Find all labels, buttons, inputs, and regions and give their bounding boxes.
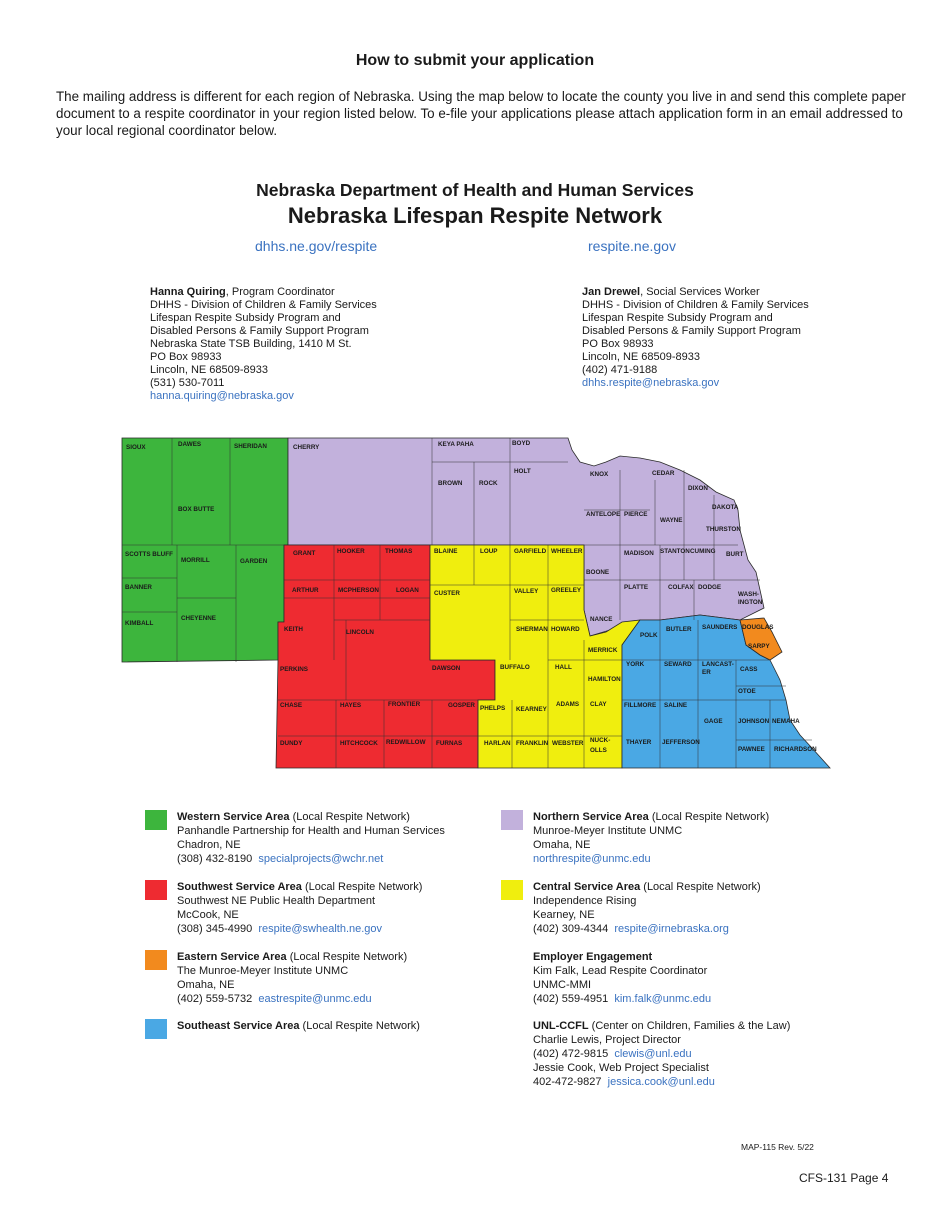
- svg-text:MADISON: MADISON: [624, 550, 654, 557]
- svg-text:WAYNE: WAYNE: [660, 517, 683, 524]
- svg-text:JOHNSON: JOHNSON: [738, 718, 770, 725]
- svg-text:CUMING: CUMING: [690, 548, 716, 555]
- legend-suffix: (Local Respite Network): [289, 811, 410, 823]
- svg-text:BOYD: BOYD: [512, 440, 531, 447]
- southeast-color-swatch: [145, 1019, 167, 1039]
- legend-email-link[interactable]: eastrespite@unmc.edu: [258, 993, 372, 1005]
- western-color-swatch: [145, 810, 167, 830]
- legend-email-link[interactable]: kim.falk@unmc.edu: [614, 993, 712, 1005]
- legend-line: Kim Falk, Lead Respite Coordinator: [533, 965, 708, 977]
- svg-text:MORRILL: MORRILL: [181, 557, 210, 564]
- legend-eastern: [177, 950, 407, 1006]
- svg-text:CUSTER: CUSTER: [434, 590, 460, 597]
- svg-text:GOSPER: GOSPER: [448, 702, 475, 709]
- svg-text:HOWARD: HOWARD: [551, 626, 580, 633]
- contact-line: Disabled Persons & Family Support Program: [150, 325, 369, 337]
- network-title: Nebraska Lifespan Respite Network: [287, 203, 663, 228]
- svg-text:REDWILLOW: REDWILLOW: [386, 739, 426, 746]
- contact-line: PO Box 98933: [150, 351, 222, 363]
- svg-text:CEDAR: CEDAR: [652, 470, 675, 477]
- legend-phone: 402-472-9827: [533, 1076, 602, 1088]
- svg-text:PHELPS: PHELPS: [480, 705, 506, 712]
- legend-western: [177, 810, 445, 866]
- contact-role: , Social Services Worker: [640, 286, 760, 298]
- intro-paragraph: The mailing address is different for each region of Nebraska. Using the map below to locate the county you live in and send this complete paper document to a respite coordinator in your region listed below. To e-file your applications please attach application form in an email addressed to your local regional coordinator below.: [56, 89, 906, 138]
- svg-text:KEARNEY: KEARNEY: [516, 706, 547, 713]
- legend-title: Central Service Area: [533, 881, 641, 893]
- svg-text:NANCE: NANCE: [590, 616, 613, 623]
- svg-text:BUTLER: BUTLER: [666, 626, 692, 633]
- legend-line: Southwest NE Public Health Department: [177, 895, 376, 907]
- legend-central: [533, 880, 761, 936]
- legend-line: Munroe-Meyer Institute UNMC: [533, 825, 683, 837]
- legend-email-link[interactable]: clewis@unl.edu: [614, 1048, 692, 1060]
- legend-suffix: (Local Respite Network): [301, 881, 423, 893]
- svg-text:LINCOLN: LINCOLN: [346, 629, 374, 636]
- contact-email-link[interactable]: hanna.quiring@nebraska.gov: [150, 390, 294, 402]
- legend-email-link[interactable]: jessica.cook@unl.edu: [607, 1076, 715, 1088]
- svg-text:GAGE: GAGE: [704, 718, 723, 725]
- svg-text:FILLMORE: FILLMORE: [624, 702, 657, 709]
- legend-email-link[interactable]: respite@irnebraska.org: [614, 923, 729, 935]
- svg-text:DOUGLAS: DOUGLAS: [742, 624, 774, 631]
- legend-title: Southeast Service Area: [177, 1020, 300, 1032]
- contact-jan-drewel: [582, 286, 809, 390]
- svg-text:THURSTON: THURSTON: [706, 526, 741, 533]
- legend-line: McCook, NE: [177, 909, 239, 921]
- svg-text:FURNAS: FURNAS: [436, 740, 463, 747]
- svg-text:DODGE: DODGE: [698, 584, 722, 591]
- legend-email-link[interactable]: respite@swhealth.ne.gov: [258, 923, 383, 935]
- svg-text:VALLEY: VALLEY: [514, 588, 539, 595]
- northern-color-swatch: [501, 810, 523, 830]
- svg-text:COLFAX: COLFAX: [668, 584, 694, 591]
- legend-phone: (402) 309-4344: [533, 923, 609, 935]
- contact-line: Disabled Persons & Family Support Program: [582, 325, 801, 337]
- contact-name: Hanna Quiring: [150, 286, 226, 298]
- legend-suffix: (Local Respite Network): [648, 811, 770, 823]
- legend-suffix: (Local Respite Network): [640, 881, 761, 893]
- svg-text:YORK: YORK: [626, 661, 645, 668]
- svg-text:PLATTE: PLATTE: [624, 584, 649, 591]
- svg-text:ER: ER: [702, 669, 711, 676]
- contact-hanna-quiring: [150, 286, 377, 403]
- svg-text:HOOKER: HOOKER: [337, 548, 365, 555]
- svg-text:GARDEN: GARDEN: [240, 558, 268, 565]
- legend-line: Omaha, NE: [533, 839, 591, 851]
- svg-text:ADAMS: ADAMS: [556, 701, 580, 708]
- svg-text:KEITH: KEITH: [284, 626, 303, 633]
- svg-text:LANCAST-: LANCAST-: [702, 661, 734, 668]
- department-title: Nebraska Department of Health and Human Services: [256, 180, 694, 200]
- svg-text:SHERIDAN: SHERIDAN: [234, 443, 267, 450]
- legend-title: Western Service Area: [177, 811, 290, 823]
- contact-phone: (402) 471-9188: [582, 364, 658, 376]
- svg-text:INGTON: INGTON: [738, 599, 763, 606]
- svg-text:NEMAHA: NEMAHA: [772, 718, 800, 725]
- eastern-color-swatch: [145, 950, 167, 970]
- svg-text:BOONE: BOONE: [586, 569, 610, 576]
- svg-text:OLLS: OLLS: [590, 747, 607, 754]
- svg-text:PERKINS: PERKINS: [280, 666, 308, 673]
- svg-text:DUNDY: DUNDY: [280, 740, 303, 747]
- svg-text:BROWN: BROWN: [438, 480, 463, 487]
- svg-text:NUCK-: NUCK-: [590, 737, 611, 744]
- contact-line: Lincoln, NE 68509-8933: [150, 364, 269, 376]
- contact-line: DHHS - Division of Children & Family Services: [150, 299, 377, 311]
- legend-line: Panhandle Partnership for Health and Human Services: [177, 825, 445, 837]
- legend-suffix: (Local Respite Network): [286, 951, 408, 963]
- svg-text:JEFFERSON: JEFFERSON: [662, 739, 700, 746]
- dhhs-website-link[interactable]: dhhs.ne.gov/respite: [255, 238, 378, 254]
- svg-text:FRANKLIN: FRANKLIN: [516, 740, 549, 747]
- svg-text:RICHARDSON: RICHARDSON: [774, 746, 817, 753]
- svg-text:BANNER: BANNER: [125, 584, 152, 591]
- svg-text:HITCHCOCK: HITCHCOCK: [340, 740, 378, 747]
- legend-line: Jessie Cook, Web Project Specialist: [533, 1062, 709, 1074]
- svg-text:PIERCE: PIERCE: [624, 511, 648, 518]
- svg-text:MCPHERSON: MCPHERSON: [338, 587, 379, 594]
- western-region: [122, 438, 288, 662]
- svg-text:CASS: CASS: [740, 666, 758, 673]
- contact-email-link[interactable]: dhhs.respite@nebraska.gov: [582, 377, 720, 389]
- svg-text:SEWARD: SEWARD: [664, 661, 692, 668]
- legend-line: The Munroe-Meyer Institute UNMC: [177, 965, 349, 977]
- svg-text:FRONTIER: FRONTIER: [388, 701, 421, 708]
- legend-suffix: (Center on Children, Families & the Law): [588, 1020, 791, 1032]
- legend-email-link[interactable]: specialprojects@wchr.net: [258, 853, 384, 865]
- svg-text:DAWSON: DAWSON: [432, 665, 461, 672]
- svg-text:HAYES: HAYES: [340, 702, 362, 709]
- svg-text:BUFFALO: BUFFALO: [500, 664, 530, 671]
- legend-southwest: [177, 880, 422, 936]
- svg-text:SIOUX: SIOUX: [126, 444, 146, 451]
- svg-text:HOLT: HOLT: [514, 468, 531, 475]
- legend-northern: [533, 810, 769, 866]
- svg-text:HAMILTON: HAMILTON: [588, 676, 621, 683]
- legend-southeast: [177, 1019, 420, 1033]
- svg-text:ANTELOPE: ANTELOPE: [586, 511, 621, 518]
- svg-text:LOUP: LOUP: [480, 548, 498, 555]
- svg-text:DAKOTA: DAKOTA: [712, 504, 739, 511]
- svg-text:LOGAN: LOGAN: [396, 587, 419, 594]
- legend-title: Eastern Service Area: [177, 951, 287, 963]
- svg-text:BOX BUTTE: BOX BUTTE: [178, 506, 215, 513]
- form-revision: MAP-115 Rev. 5/22: [741, 1142, 814, 1152]
- legend-title: UNL-CCFL: [533, 1020, 589, 1032]
- svg-text:KIMBALL: KIMBALL: [125, 620, 154, 627]
- svg-text:PAWNEE: PAWNEE: [738, 746, 765, 753]
- svg-text:CHEYENNE: CHEYENNE: [181, 615, 216, 622]
- svg-text:ARTHUR: ARTHUR: [292, 587, 319, 594]
- contact-line: Lifespan Respite Subsidy Program and: [150, 312, 341, 324]
- page-number: CFS-131 Page 4: [799, 1171, 889, 1185]
- svg-text:THOMAS: THOMAS: [385, 548, 413, 555]
- legend-phone: (402) 559-5732: [177, 993, 253, 1005]
- svg-text:CHASE: CHASE: [280, 702, 303, 709]
- svg-text:BURT: BURT: [726, 551, 744, 558]
- contact-line: DHHS - Division of Children & Family Services: [582, 299, 809, 311]
- legend-line: Chadron, NE: [177, 839, 241, 851]
- contact-line: PO Box 98933: [582, 338, 654, 350]
- svg-text:GARFIELD: GARFIELD: [514, 548, 547, 555]
- svg-text:GREELEY: GREELEY: [551, 587, 582, 594]
- svg-text:SARPY: SARPY: [748, 643, 770, 650]
- contact-line: Lincoln, NE 68509-8933: [582, 351, 701, 363]
- legend-line: Charlie Lewis, Project Director: [533, 1034, 681, 1046]
- contact-role: , Program Coordinator: [225, 286, 335, 298]
- svg-text:GRANT: GRANT: [293, 550, 316, 557]
- page-heading: How to submit your application: [355, 52, 595, 69]
- svg-text:SCOTTS BLUFF: SCOTTS BLUFF: [125, 551, 173, 558]
- svg-text:DAWES: DAWES: [178, 441, 202, 448]
- svg-text:STANTON: STANTON: [660, 548, 690, 555]
- svg-text:CHERRY: CHERRY: [293, 444, 320, 451]
- legend-line: Omaha, NE: [177, 979, 235, 991]
- legend-line: UNMC-MMI: [533, 979, 592, 991]
- svg-text:CLAY: CLAY: [590, 701, 607, 708]
- svg-text:ROCK: ROCK: [479, 480, 498, 487]
- svg-text:KNOX: KNOX: [590, 471, 609, 478]
- contact-line: Nebraska State TSB Building, 1410 M St.: [150, 338, 352, 350]
- svg-text:OTOE: OTOE: [738, 688, 756, 695]
- respite-website-link[interactable]: respite.ne.gov: [588, 238, 676, 254]
- svg-text:POLK: POLK: [640, 632, 658, 639]
- svg-text:HALL: HALL: [555, 664, 572, 671]
- legend-title: Northern Service Area: [533, 811, 649, 823]
- legend-suffix: (Local Respite Network): [299, 1020, 420, 1032]
- legend-email-link[interactable]: northrespite@unmc.edu: [533, 853, 651, 865]
- legend-phone: (402) 472-9815: [533, 1048, 609, 1060]
- legend-phone: (308) 345-4990: [177, 923, 253, 935]
- svg-text:DIXON: DIXON: [688, 485, 708, 492]
- svg-text:WEBSTER: WEBSTER: [552, 740, 584, 747]
- svg-text:MERRICK: MERRICK: [588, 647, 618, 654]
- svg-text:KEYA PAHA: KEYA PAHA: [438, 441, 474, 448]
- svg-text:SAUNDERS: SAUNDERS: [702, 624, 738, 631]
- southwest-color-swatch: [145, 880, 167, 900]
- contact-line: Lifespan Respite Subsidy Program and: [582, 312, 773, 324]
- legend-title: Southwest Service Area: [177, 881, 302, 893]
- legend-unl-ccfl: [533, 1019, 790, 1089]
- central-color-swatch: [501, 880, 523, 900]
- svg-text:SHERMAN: SHERMAN: [516, 626, 548, 633]
- svg-text:SALINE: SALINE: [664, 702, 688, 709]
- legend-line: Independence Rising: [533, 895, 637, 907]
- svg-text:WHEELER: WHEELER: [551, 548, 583, 555]
- contact-name: Jan Drewel: [582, 286, 641, 298]
- svg-text:WASH-: WASH-: [738, 591, 759, 598]
- svg-text:THAYER: THAYER: [626, 739, 652, 746]
- svg-text:BLAINE: BLAINE: [434, 548, 458, 555]
- nebraska-service-area-map: [120, 436, 832, 772]
- contact-phone: (531) 530-7011: [150, 377, 225, 389]
- legend-phone: (308) 432-8190: [177, 853, 253, 865]
- legend-employer-engagement: [533, 950, 711, 1006]
- legend-title: Employer Engagement: [533, 951, 653, 963]
- legend-phone: (402) 559-4951: [533, 993, 609, 1005]
- svg-text:HARLAN: HARLAN: [484, 740, 511, 747]
- legend-line: Kearney, NE: [533, 909, 595, 921]
